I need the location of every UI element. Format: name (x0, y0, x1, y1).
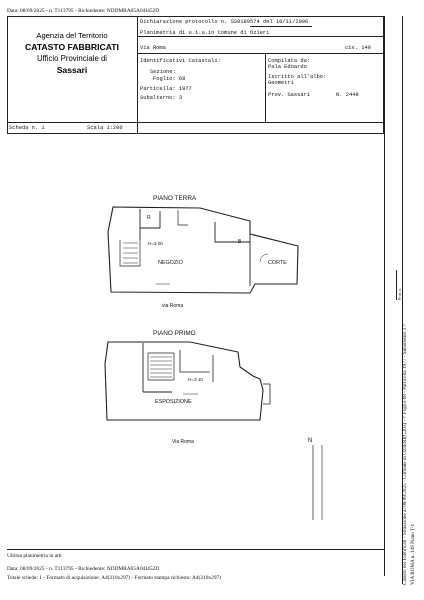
albo-value: Geometri (268, 80, 294, 86)
first-floor-outline (105, 342, 263, 420)
right-frame-line (384, 16, 385, 576)
side-situation-text: Catasto dei Fabbricati - Situazione al 08/09/2025 - Comune di OZIERI(G203) - < Foglio 68 - Particella 1977 - Subalterno 3 > (402, 323, 408, 585)
scheda-label: Scheda n. 1 (9, 125, 45, 131)
agency-name: Agenzia del Territorio (36, 31, 108, 40)
subalterno-row: Subalterno: 3 (140, 95, 183, 101)
first-height-label: H=3.10 (188, 377, 203, 382)
side-stamp-text: Prot. n. (397, 287, 402, 300)
room-r-label: R (147, 215, 151, 221)
bottom-request-line: Data: 08/09/2025 - n. T113795 - Richiedente: NDDMRA65A04I452D (7, 566, 160, 572)
bottom-frame-line (7, 549, 384, 550)
office-city: Sassari (56, 65, 88, 75)
piano-terra-title: PIANO TERRA (153, 195, 197, 202)
iscritto-label: Iscritto all'albo: (268, 74, 327, 80)
compilata-label: Compilata da: (268, 58, 311, 64)
totale-schede-line: Totale schede: 1 - Formato di acquisizione: A4(210x297) - Formato stampa richiesto: A4(210x297) (7, 575, 222, 581)
ground-street-label: via Roma (162, 303, 184, 309)
north-label: N (308, 438, 313, 444)
ground-height-label: H=3.00 (148, 241, 163, 246)
particella-row: Particella: 1977 (140, 86, 192, 92)
sezione-row: Sezione: (150, 69, 176, 75)
planimetria-line: Planimetria di u.i.u.in Comune di Ozieri (140, 30, 270, 36)
office-label: Ufficio Provinciale di (36, 54, 108, 63)
address-civ: civ. 149 (345, 45, 371, 51)
corte-label: CORTE (268, 260, 287, 266)
scala-label: Scala 1:200 (87, 125, 123, 131)
prov-value: Prov. Sassari (268, 92, 311, 98)
piano-primo-title: PIANO PRIMO (153, 330, 196, 337)
room-b-label: B (238, 239, 242, 245)
esposizione-label: ESPOSIZIONE (155, 399, 192, 405)
foglio-row: Foglio: 68 (153, 76, 186, 82)
catasto-title: CATASTO FABBRICATI (25, 42, 119, 52)
top-request-line: Data: 08/09/2025 - n. T113795 - Richiedente: NDDMRA65A04I452D (7, 8, 160, 14)
negozio-label: NEGOZIO (158, 260, 183, 266)
compilata-name: Pala Edoardo (268, 64, 307, 70)
ground-floor-outline (108, 207, 298, 293)
ultima-planimetria: Ultima planimetria in atti (7, 553, 62, 559)
registration-number: N. 2448 (336, 92, 359, 98)
first-street-label: Via Roma (172, 439, 194, 445)
address-street: Via Roma (140, 45, 166, 51)
identificativi-title: Identificativi Catastali: (140, 58, 221, 64)
side-address-text: VIA ROMA n. 149 Piano T-1 (410, 523, 416, 585)
dichiarazione-line: Dichiarazione protocollo n. SS0189574 del 10/11/2006 (140, 19, 309, 25)
